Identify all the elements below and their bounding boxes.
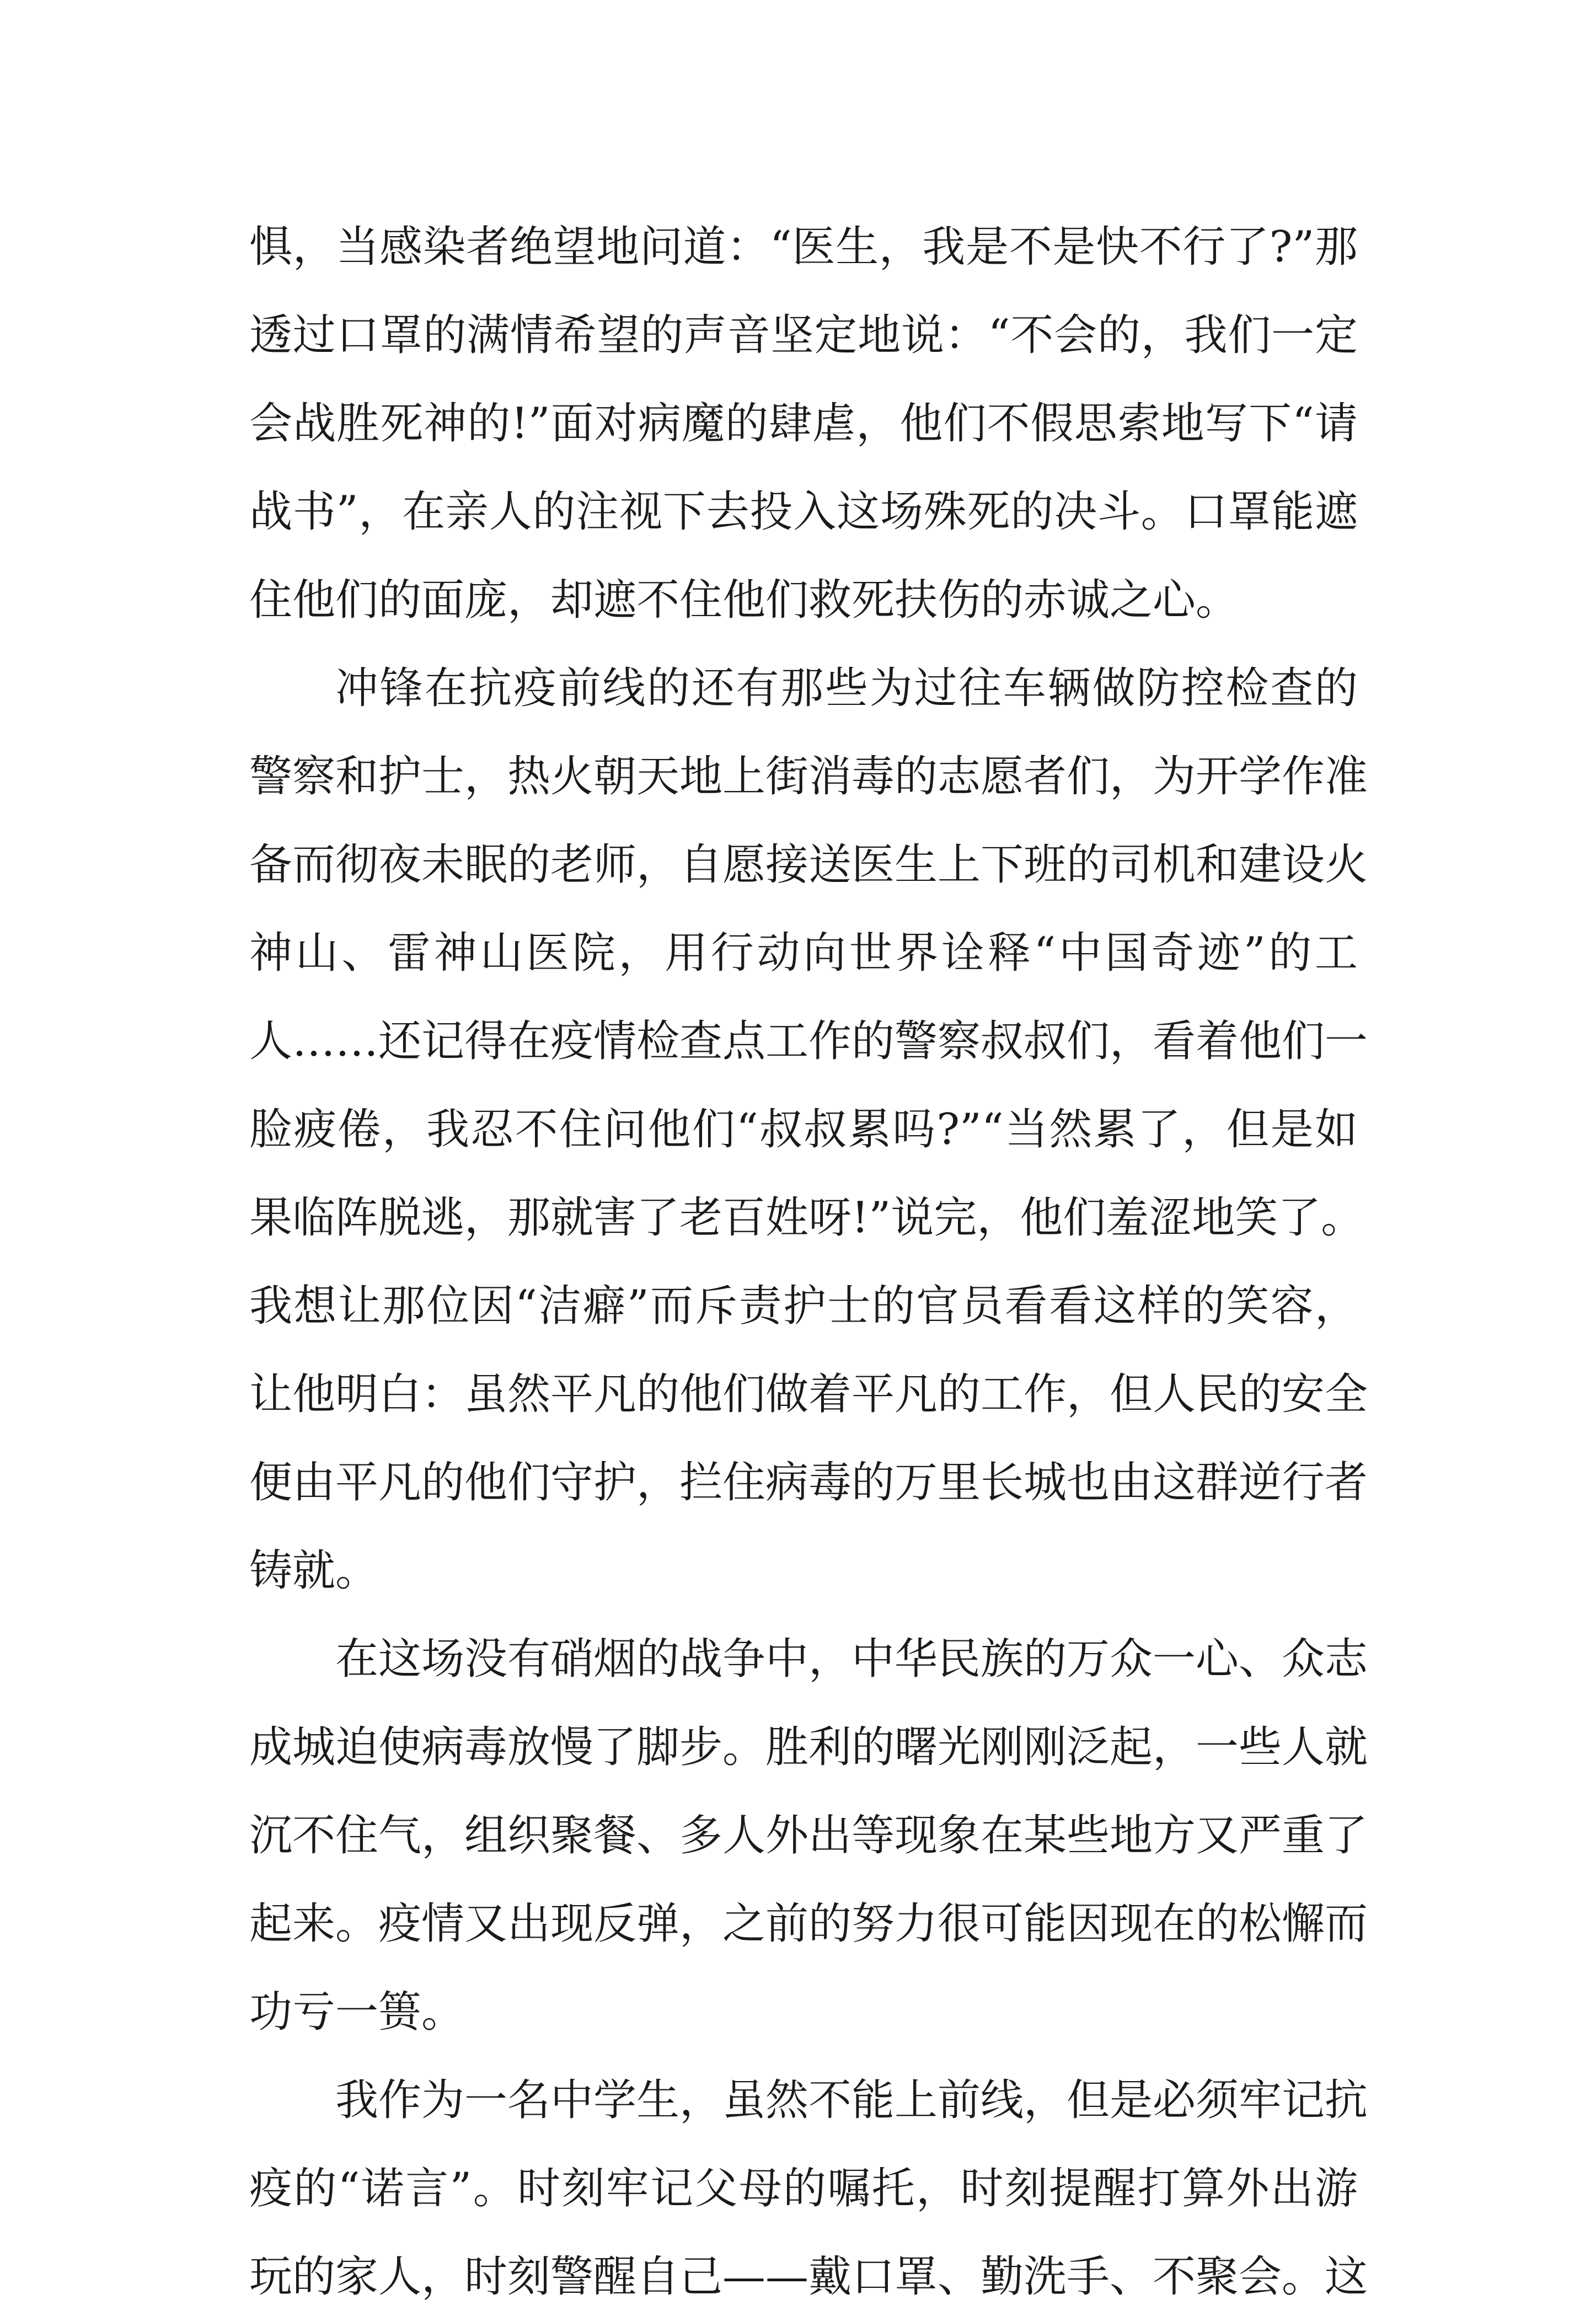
text-line: 让他明白：虽然平凡的他们做着平凡的工作，但人民的安全 [249, 1370, 1368, 1419]
text-line: 惧，当感染者绝望地问道：“医生，我是不是快不行了?”那 [249, 222, 1358, 272]
text-line: 脸疲倦，我忍不住问他们“叔叔累吗?”“当然累了，但是如 [249, 1105, 1358, 1154]
text-line: 铸就。 [249, 1546, 379, 1596]
paragraph-first-line: 在这场没有硝烟的战争中，中华民族的万众一心、众志 [335, 1634, 1368, 1684]
text-line: 神山、雷神山医院，用行动向世界诠释“中国奇迹”的工 [249, 928, 1358, 978]
text-line: 住他们的面庞，却遮不住他们救死扶伤的赤诚之心。 [249, 575, 1239, 625]
paragraph-first-line: 我作为一名中学生，虽然不能上前线，但是必须牢记抗 [335, 2076, 1368, 2125]
text-line: 战书”，在亲人的注视下去投入这场殊死的决斗。口罩能遮 [249, 487, 1358, 537]
text-line: 起来。疫情又出现反弹，之前的努力很可能因现在的松懈而 [249, 1899, 1368, 1949]
text-line: 便由平凡的他们守护，拦住病毒的万里长城也由这群逆行者 [249, 1458, 1368, 1507]
text-line: 功亏一篑。 [249, 1987, 465, 2037]
text-line: 人……还记得在疫情检查点工作的警察叔叔们，看着他们一 [249, 1017, 1368, 1066]
text-line: 透过口罩的满情希望的声音坚定地说：“不会的，我们一定 [249, 311, 1358, 360]
text-line: 警察和护士，热火朝天地上街消毒的志愿者们，为开学作准 [249, 752, 1368, 801]
text-line: 成城迫使病毒放慢了脚步。胜利的曙光刚刚泛起，一些人就 [249, 1723, 1368, 1772]
text-line: 备而彻夜未眠的老师，自愿接送医生上下班的司机和建设火 [249, 840, 1368, 890]
text-line: 疫的“诺言”。时刻牢记父母的嘱托，时刻提醒打算外出游 [249, 2164, 1358, 2213]
text-line: 玩的家人，时刻警醒自己——戴口罩、勤洗手、不聚会。这 [249, 2252, 1368, 2302]
text-line: 沉不住气，组织聚餐、多人外出等现象在某些地方又严重了 [249, 1811, 1368, 1860]
text-line: 会战胜死神的!”面对病魔的肆虐，他们不假思索地写下“请 [249, 399, 1358, 448]
paragraph-first-line: 冲锋在抗疫前线的还有那些为过往车辆做防控检查的 [335, 664, 1358, 713]
text-line: 我想让那位因“洁癖”而斥责护士的官员看看这样的笑容， [249, 1281, 1358, 1331]
text-line: 果临阵脱逃，那就害了老百姓呀!”说完，他们羞涩地笑了。 [249, 1193, 1364, 1243]
essay-body [249, 203, 1368, 2321]
